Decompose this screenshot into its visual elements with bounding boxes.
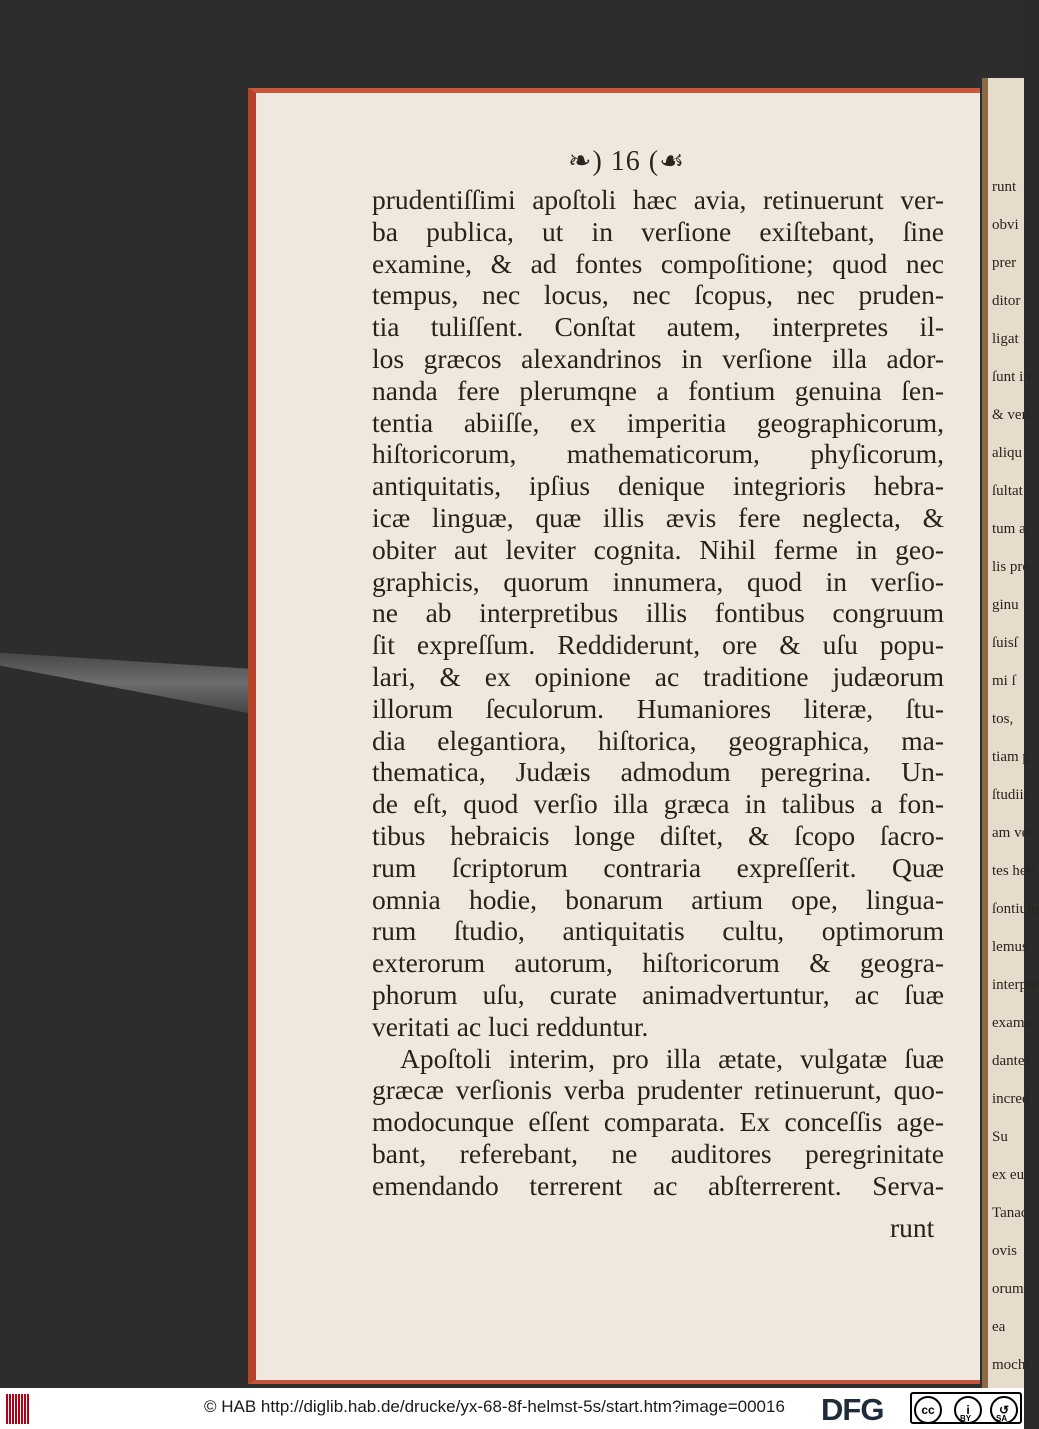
adjacent-fragment: incred	[992, 1091, 1030, 1107]
person-icon: i	[954, 1396, 982, 1424]
adjacent-fragment: ſontium	[992, 901, 1039, 917]
text-line: ne ab interpretibus illis fontibus congruum	[372, 597, 944, 629]
cc-license-badge[interactable]	[910, 1392, 1022, 1424]
text-line: ba publica, ut in verſione exiſtebant, ſine	[372, 215, 944, 247]
book-page-right-edge	[982, 78, 1039, 1388]
adjacent-fragment: ovis	[992, 1243, 1018, 1259]
text-line: tempus, nec locus, nec ſcopus, nec pruden-	[372, 279, 944, 311]
text-line: omnia hodie, bonarum artium ope, lingua-	[372, 883, 944, 915]
adjacent-fragment: mi ſ	[992, 673, 1016, 689]
text-line: nanda fere plerumqne a fontium genuina ſen-	[372, 374, 944, 406]
text-line: hiſtoricorum, mathematicorum, phyſicorum,	[372, 438, 944, 470]
hab-barcode-logo[interactable]	[6, 1394, 36, 1424]
text-line: antiquitatis, ipſius denique integrioris hebra-	[372, 470, 944, 502]
text-line: lari, & ex opinione ac traditione judæorum	[372, 660, 944, 692]
permalink-credit[interactable]: © HAB http://diglib.hab.de/drucke/yx-68-8f-helmst-5s/start.htm?image=00016	[204, 1397, 785, 1416]
text-line: de eſt, quod verſio illa græca in talibus a fon-	[372, 788, 944, 820]
adjacent-fragment: tos,	[992, 711, 1014, 727]
adjacent-fragment: mochi	[992, 1357, 1030, 1373]
adjacent-fragment: ſunt in	[992, 369, 1031, 385]
adjacent-fragment: runt	[992, 179, 1017, 195]
dfg-logo[interactable]: DFG	[821, 1392, 884, 1427]
text-line: bant, referebant, ne auditores peregrinitate	[372, 1137, 944, 1169]
text-line: thematica, Judæis admodum peregrina. Un-	[372, 756, 944, 788]
adjacent-fragment: aliqu	[992, 445, 1022, 461]
adjacent-fragment: dantes	[992, 1053, 1031, 1069]
adjacent-fragment: lemus.	[992, 939, 1032, 955]
share-alike-icon: ↺	[990, 1396, 1018, 1424]
text-line: prudentiſſimi apoſtoli hæc avia, retinuerunt ver-	[372, 184, 944, 215]
adjacent-fragment: tum a	[992, 521, 1026, 537]
text-line: græcæ verſionis verba prudenter retinuerunt, quo-	[372, 1074, 944, 1106]
footer-bar	[0, 1388, 1024, 1429]
adjacent-fragment: ſtudiis	[992, 787, 1030, 803]
catchword: runt	[890, 1212, 935, 1243]
text-line: modocunque eſſent comparata. Ex conceſſis age-	[372, 1106, 944, 1138]
text-line: tibus hebraicis longe diſtet, & ſcopo ſacro-	[372, 819, 944, 851]
adjacent-fragment: ea	[992, 1319, 1006, 1335]
adjacent-fragment: & verſ	[992, 407, 1031, 423]
cc-icon: cc	[914, 1396, 942, 1424]
page-body-text	[372, 184, 944, 1202]
adjacent-fragment: prer	[992, 255, 1017, 271]
text-line: graphicis, quorum innumera, quod in verſio-	[372, 565, 944, 597]
text-line: rum ſcriptorum contraria expreſſerit. Quæ	[372, 851, 944, 883]
adjacent-fragment: am vel	[992, 825, 1033, 841]
adjacent-fragment: ligat	[992, 331, 1019, 347]
text-line: phorum uſu, curate animadvertuntur, ac ſuæ	[372, 978, 944, 1010]
adjacent-fragment: ex eu	[992, 1167, 1025, 1183]
adjacent-fragment: ginu	[992, 597, 1019, 613]
text-line: veritati ac luci redduntur.	[372, 1010, 649, 1042]
text-line: ſit expreſſum. Reddiderunt, ore & uſu popu-	[372, 629, 944, 661]
adjacent-fragment: interpre	[992, 977, 1039, 993]
text-line: Apoſtoli interim, pro illa ætate, vulgatæ ſuæ	[400, 1042, 944, 1074]
adjacent-fragment: orum,	[992, 1281, 1028, 1297]
adjacent-fragment: Tanac	[992, 1205, 1028, 1221]
text-line: obiter aut leviter cognita. Nihil ferme in geo-	[372, 533, 944, 565]
text-line: icæ linguæ, quæ illis ævis fere neglecta, &	[372, 501, 944, 533]
text-line: dia elegantiora, hiſtorica, geographica, ma-	[372, 724, 944, 756]
adjacent-fragment: Su	[992, 1129, 1008, 1145]
by-label: BY	[960, 1414, 972, 1423]
running-head-page-number: ❧) 16 (☙	[568, 146, 686, 177]
text-line: exterorum autorum, hiſtoricorum & geogra-	[372, 947, 944, 979]
adjacent-page-text	[988, 78, 1039, 1384]
text-line: illorum ſeculorum. Humaniores literæ, ſtu-	[372, 692, 944, 724]
text-line: los græcos alexandrinos in verſione illa ador-	[372, 342, 944, 374]
adjacent-fragment: ſultat	[992, 483, 1023, 499]
adjacent-fragment: examin	[992, 1015, 1037, 1031]
glass-ruler-reflection	[0, 640, 290, 725]
text-line: rum ſtudio, antiquitatis cultu, optimorum	[372, 915, 944, 947]
adjacent-fragment: ſuisſ	[992, 635, 1018, 651]
sa-label: SA	[996, 1414, 1008, 1423]
adjacent-fragment: lis pre	[992, 559, 1030, 575]
text-line: emendando terrerent ac abſterrerent. Serva-	[372, 1169, 944, 1201]
text-line: tentia abiiſſe, ex imperitia geographicorum,	[372, 406, 944, 438]
text-line: tia tuliſſent. Conſtat autem, interpretes il-	[372, 311, 944, 343]
text-line: examine, & ad fontes compoſitione; quod nec	[372, 247, 944, 279]
adjacent-fragment: obvi	[992, 217, 1019, 233]
adjacent-fragment: tes heb	[992, 863, 1035, 879]
adjacent-fragment: tiam p	[992, 749, 1030, 765]
adjacent-fragment: ditor	[992, 293, 1021, 309]
